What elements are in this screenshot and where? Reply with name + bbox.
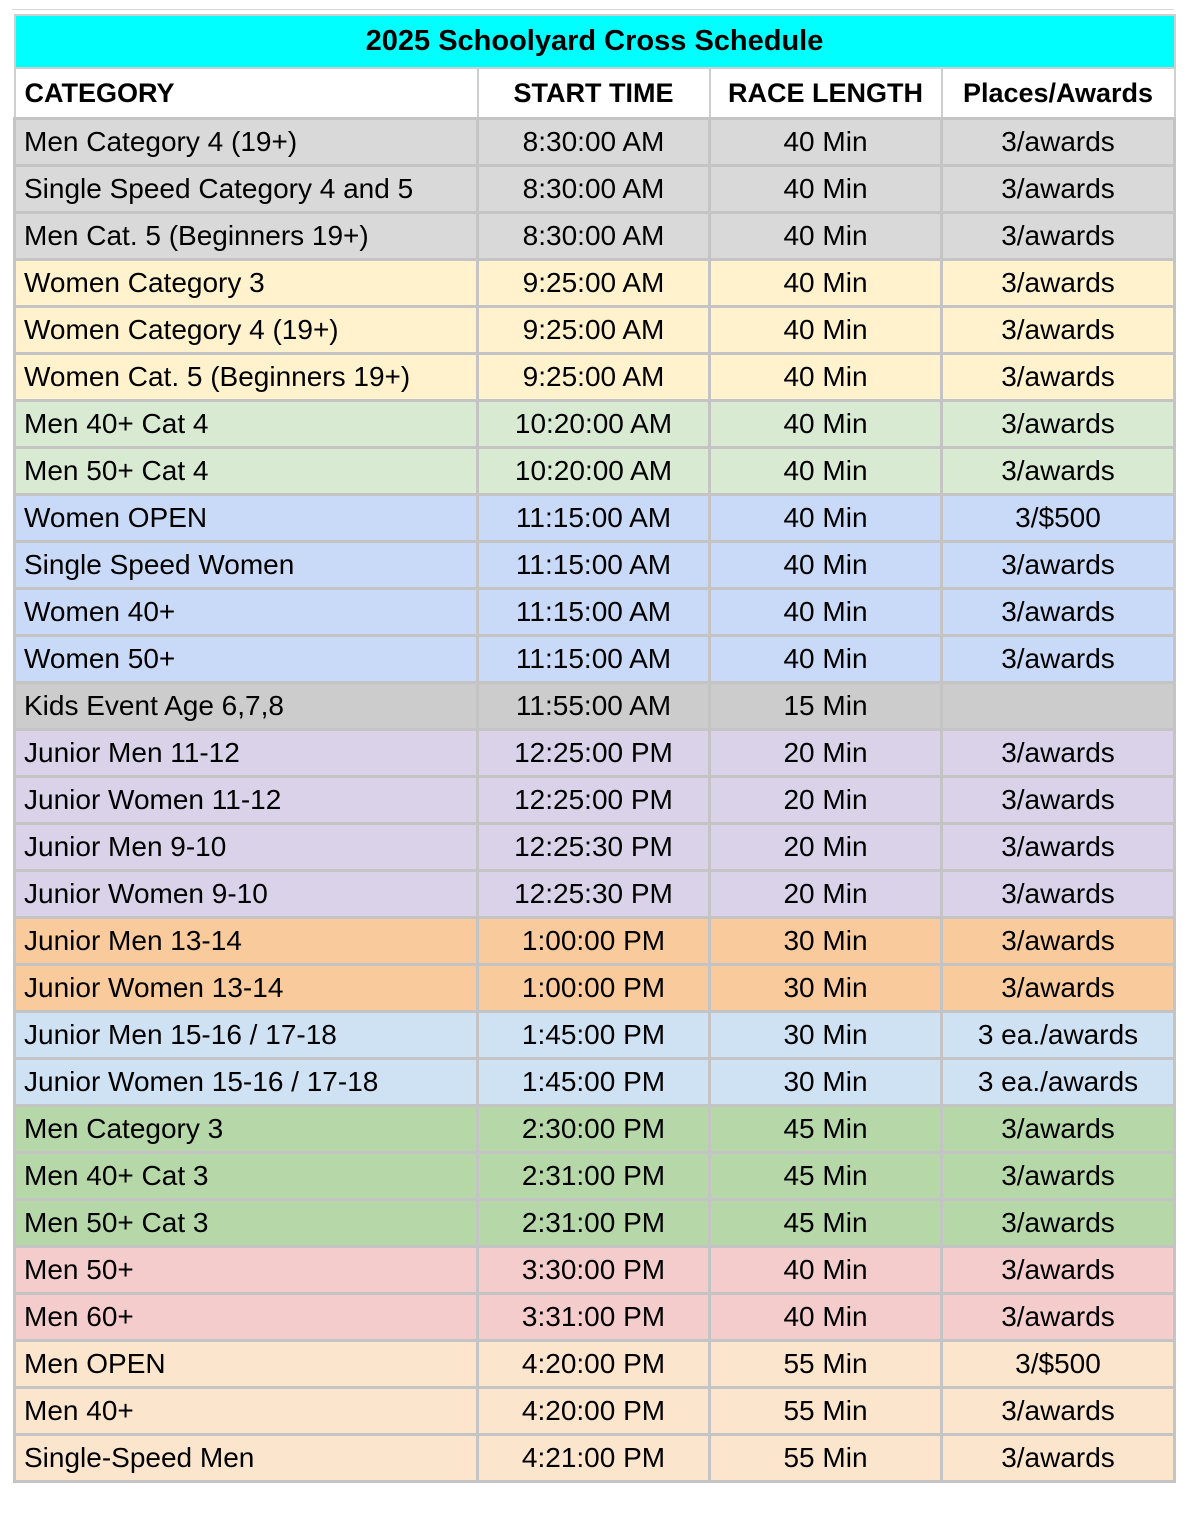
- table-row: [15, 636, 1175, 683]
- category-cell: Women Cat. 5 (Beginners 19+): [15, 354, 478, 401]
- start-time-cell: 10:20:00 AM: [478, 401, 710, 448]
- header-row: [15, 68, 1175, 119]
- category-cell: Junior Men 11-12: [15, 730, 478, 777]
- race-length-cell: 45 Min: [710, 1106, 942, 1153]
- table-row: [15, 1341, 1175, 1388]
- category-cell: Junior Women 13-14: [15, 965, 478, 1012]
- start-time-cell: 8:30:00 AM: [478, 119, 710, 166]
- awards-cell: 3/awards: [942, 1106, 1175, 1153]
- start-time-cell: 4:20:00 PM: [478, 1341, 710, 1388]
- start-time-cell: 1:45:00 PM: [478, 1059, 710, 1106]
- start-time-cell: 4:21:00 PM: [478, 1435, 710, 1482]
- race-length-cell: 40 Min: [710, 636, 942, 683]
- schedule-rows: [15, 119, 1175, 1482]
- awards-cell: 3/awards: [942, 636, 1175, 683]
- table-row: [15, 213, 1175, 260]
- table-row: [15, 1294, 1175, 1341]
- category-cell: Men 60+: [15, 1294, 478, 1341]
- race-length-cell: 20 Min: [710, 871, 942, 918]
- awards-cell: 3/awards: [942, 824, 1175, 871]
- table-row: [15, 824, 1175, 871]
- awards-cell: 3/awards: [942, 354, 1175, 401]
- race-length-cell: 55 Min: [710, 1435, 942, 1482]
- column-header-start-time: START TIME: [478, 68, 710, 119]
- start-time-cell: 4:20:00 PM: [478, 1388, 710, 1435]
- race-length-cell: 30 Min: [710, 1012, 942, 1059]
- race-length-cell: 40 Min: [710, 166, 942, 213]
- table-row: [15, 1106, 1175, 1153]
- category-cell: Junior Men 9-10: [15, 824, 478, 871]
- awards-cell: 3/awards: [942, 1294, 1175, 1341]
- start-time-cell: 9:25:00 AM: [478, 260, 710, 307]
- category-cell: Kids Event Age 6,7,8: [15, 683, 478, 730]
- race-length-cell: 40 Min: [710, 1247, 942, 1294]
- race-length-cell: 20 Min: [710, 777, 942, 824]
- awards-cell: 3/awards: [942, 871, 1175, 918]
- start-time-cell: 2:31:00 PM: [478, 1200, 710, 1247]
- race-length-cell: 40 Min: [710, 213, 942, 260]
- awards-cell: 3/awards: [942, 589, 1175, 636]
- race-length-cell: 40 Min: [710, 119, 942, 166]
- start-time-cell: 10:20:00 AM: [478, 448, 710, 495]
- start-time-cell: 11:15:00 AM: [478, 542, 710, 589]
- race-length-cell: 40 Min: [710, 1294, 942, 1341]
- race-length-cell: 40 Min: [710, 354, 942, 401]
- start-time-cell: 9:25:00 AM: [478, 354, 710, 401]
- column-header-places-awards: Places/Awards: [942, 68, 1175, 119]
- table-row: [15, 871, 1175, 918]
- start-time-cell: 2:31:00 PM: [478, 1153, 710, 1200]
- awards-cell: 3/awards: [942, 965, 1175, 1012]
- category-cell: Single Speed Women: [15, 542, 478, 589]
- start-time-cell: 3:30:00 PM: [478, 1247, 710, 1294]
- category-cell: Junior Women 15-16 / 17-18: [15, 1059, 478, 1106]
- category-cell: Junior Men 15-16 / 17-18: [15, 1012, 478, 1059]
- race-length-cell: 20 Min: [710, 730, 942, 777]
- table-row: [15, 354, 1175, 401]
- start-time-cell: 12:25:30 PM: [478, 871, 710, 918]
- awards-cell: 3/awards: [942, 1388, 1175, 1435]
- awards-cell: 3/awards: [942, 777, 1175, 824]
- start-time-cell: 11:15:00 AM: [478, 636, 710, 683]
- start-time-cell: 11:15:00 AM: [478, 589, 710, 636]
- table-row: [15, 495, 1175, 542]
- awards-cell: 3/awards: [942, 1435, 1175, 1482]
- start-time-cell: 8:30:00 AM: [478, 166, 710, 213]
- category-cell: Women Category 4 (19+): [15, 307, 478, 354]
- awards-cell: 3/awards: [942, 401, 1175, 448]
- category-cell: Men 40+ Cat 3: [15, 1153, 478, 1200]
- race-length-cell: 45 Min: [710, 1153, 942, 1200]
- start-time-cell: 12:25:00 PM: [478, 730, 710, 777]
- category-cell: Men Cat. 5 (Beginners 19+): [15, 213, 478, 260]
- awards-cell: 3/awards: [942, 730, 1175, 777]
- top-divider: [12, 9, 1174, 10]
- race-length-cell: 15 Min: [710, 683, 942, 730]
- race-length-cell: 55 Min: [710, 1341, 942, 1388]
- category-cell: Junior Women 11-12: [15, 777, 478, 824]
- table-row: [15, 730, 1175, 777]
- category-cell: Women OPEN: [15, 495, 478, 542]
- awards-cell: 3/awards: [942, 307, 1175, 354]
- category-cell: Men OPEN: [15, 1341, 478, 1388]
- table-row: [15, 1247, 1175, 1294]
- awards-cell: 3/awards: [942, 1247, 1175, 1294]
- category-cell: Women 50+: [15, 636, 478, 683]
- start-time-cell: 1:00:00 PM: [478, 965, 710, 1012]
- table-row: [15, 307, 1175, 354]
- column-header-race-length: RACE LENGTH: [710, 68, 942, 119]
- category-cell: Single Speed Category 4 and 5: [15, 166, 478, 213]
- table-row: [15, 260, 1175, 307]
- race-length-cell: 40 Min: [710, 401, 942, 448]
- table-row: [15, 542, 1175, 589]
- category-cell: Men 40+ Cat 4: [15, 401, 478, 448]
- race-length-cell: 40 Min: [710, 260, 942, 307]
- table-row: [15, 1200, 1175, 1247]
- awards-cell: 3/awards: [942, 918, 1175, 965]
- table-row: [15, 1153, 1175, 1200]
- awards-cell: 3/awards: [942, 542, 1175, 589]
- column-header-category: CATEGORY: [15, 68, 478, 119]
- table-row: [15, 1435, 1175, 1482]
- awards-cell: 3/awards: [942, 166, 1175, 213]
- table-row: [15, 1059, 1175, 1106]
- start-time-cell: 11:15:00 AM: [478, 495, 710, 542]
- race-length-cell: 40 Min: [710, 495, 942, 542]
- race-length-cell: 30 Min: [710, 918, 942, 965]
- start-time-cell: 12:25:30 PM: [478, 824, 710, 871]
- table-row: [15, 1388, 1175, 1435]
- awards-cell: 3/awards: [942, 260, 1175, 307]
- table-row: [15, 119, 1175, 166]
- table-row: [15, 918, 1175, 965]
- category-cell: Junior Men 13-14: [15, 918, 478, 965]
- table-row: [15, 965, 1175, 1012]
- table-row: [15, 683, 1175, 730]
- awards-cell: 3/$500: [942, 1341, 1175, 1388]
- awards-cell: 3/awards: [942, 448, 1175, 495]
- start-time-cell: 9:25:00 AM: [478, 307, 710, 354]
- start-time-cell: 12:25:00 PM: [478, 777, 710, 824]
- table-row: [15, 166, 1175, 213]
- category-cell: Men 50+: [15, 1247, 478, 1294]
- race-length-cell: 40 Min: [710, 448, 942, 495]
- page-title: 2025 Schoolyard Cross Schedule: [15, 15, 1175, 68]
- race-length-cell: 55 Min: [710, 1388, 942, 1435]
- table-row: [15, 777, 1175, 824]
- start-time-cell: 2:30:00 PM: [478, 1106, 710, 1153]
- awards-cell: [942, 683, 1175, 730]
- table-row: [15, 589, 1175, 636]
- category-cell: Men Category 4 (19+): [15, 119, 478, 166]
- awards-cell: 3/awards: [942, 1153, 1175, 1200]
- category-cell: Men 50+ Cat 3: [15, 1200, 478, 1247]
- table-row: [15, 1012, 1175, 1059]
- start-time-cell: 1:00:00 PM: [478, 918, 710, 965]
- awards-cell: 3 ea./awards: [942, 1059, 1175, 1106]
- race-length-cell: 40 Min: [710, 589, 942, 636]
- category-cell: Men Category 3: [15, 1106, 478, 1153]
- start-time-cell: 1:45:00 PM: [478, 1012, 710, 1059]
- start-time-cell: 11:55:00 AM: [478, 683, 710, 730]
- category-cell: Men 50+ Cat 4: [15, 448, 478, 495]
- race-length-cell: 40 Min: [710, 542, 942, 589]
- race-length-cell: 20 Min: [710, 824, 942, 871]
- awards-cell: 3/$500: [942, 495, 1175, 542]
- category-cell: Junior Women 9-10: [15, 871, 478, 918]
- schedule-table: [13, 14, 1176, 1483]
- race-length-cell: 45 Min: [710, 1200, 942, 1247]
- awards-cell: 3/awards: [942, 213, 1175, 260]
- start-time-cell: 3:31:00 PM: [478, 1294, 710, 1341]
- category-cell: Men 40+: [15, 1388, 478, 1435]
- table-row: [15, 401, 1175, 448]
- awards-cell: 3/awards: [942, 1200, 1175, 1247]
- start-time-cell: 8:30:00 AM: [478, 213, 710, 260]
- category-cell: Women 40+: [15, 589, 478, 636]
- race-length-cell: 40 Min: [710, 307, 942, 354]
- race-length-cell: 30 Min: [710, 1059, 942, 1106]
- category-cell: Single-Speed Men: [15, 1435, 478, 1482]
- awards-cell: 3 ea./awards: [942, 1012, 1175, 1059]
- category-cell: Women Category 3: [15, 260, 478, 307]
- race-length-cell: 30 Min: [710, 965, 942, 1012]
- awards-cell: 3/awards: [942, 119, 1175, 166]
- table-row: [15, 448, 1175, 495]
